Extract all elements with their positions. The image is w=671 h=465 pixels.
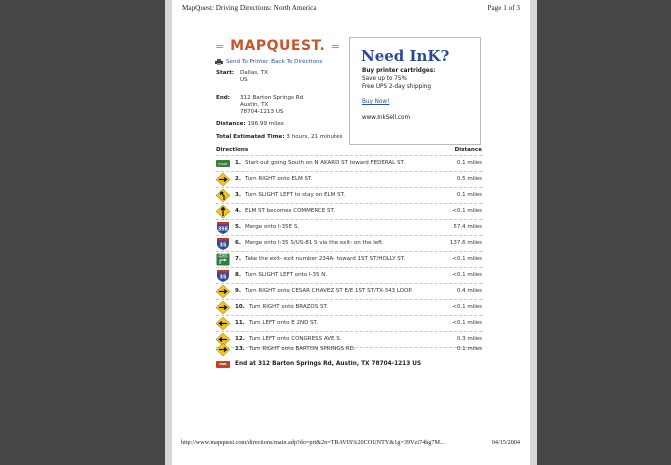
destination-row bbox=[216, 359, 482, 371]
start-label: Start: bbox=[216, 70, 235, 76]
step-text: Turn RIGHT onto BARTON SPRINGS RD. bbox=[249, 346, 356, 352]
mapquest-logo: = MAPQUEST. = bbox=[215, 38, 341, 54]
page-footer-date: 04/15/2004 bbox=[491, 439, 520, 446]
step-text: Take the exit- exit number 234A- toward 1ST ST/HOLLY ST. bbox=[245, 256, 406, 262]
direction-step: 35E 5. Merge onto I-35E S. 57.4 miles bbox=[216, 220, 482, 235]
ink-advertisement bbox=[349, 37, 481, 145]
time-label: Total Estimated Time: bbox=[216, 134, 285, 140]
turn-right-sign-icon bbox=[216, 343, 230, 356]
ad-shipping: Free UPS 2-day shipping bbox=[362, 84, 431, 90]
step-distance: 0.1 miles bbox=[456, 346, 482, 352]
direction-step: 2. Turn RIGHT onto ELM ST. 0.5 miles bbox=[216, 172, 482, 187]
step-text: Turn RIGHT onto CESAR CHAVEZ ST E/E 1ST ST/TX-343 LOOP. bbox=[245, 288, 413, 294]
end-city: Austin, TX bbox=[240, 102, 269, 108]
send-to-printer-link[interactable]: Send To Printer bbox=[226, 59, 269, 65]
start-sign-icon bbox=[216, 157, 230, 170]
step-distance: 0.1 miles bbox=[456, 192, 482, 198]
directions-column-header: Directions bbox=[216, 147, 249, 153]
step-distance: <0.1 miles bbox=[452, 320, 482, 326]
printed-page bbox=[172, 0, 530, 465]
step-distance: 0.1 miles bbox=[456, 160, 482, 166]
step-text: Turn LEFT onto E 2ND ST. bbox=[249, 320, 319, 326]
direction-step: 13. Turn RIGHT onto BARTON SPRINGS RD. 0.1 miles bbox=[216, 342, 482, 357]
buy-now-link[interactable]: Buy Now! bbox=[362, 99, 390, 105]
step-distance: 0.4 miles bbox=[456, 288, 482, 294]
time-value: 3 hours, 21 minutes bbox=[286, 134, 343, 140]
direction-step: 35 8. Turn SLIGHT LEFT onto I-35 N. <0.1 miles bbox=[216, 268, 482, 283]
direction-step: 234A 7. Take the exit- exit number 234A- toward 1ST ST/HOLLY ST. <0.1 miles bbox=[216, 252, 482, 267]
destination-text: End at 312 Barton Springs Rd, Austin, TX 78704-1213 US bbox=[235, 361, 422, 367]
page-number: Page 1 of 3 bbox=[487, 4, 520, 12]
step-text: Turn SLIGHT LEFT onto I-35 N. bbox=[245, 272, 328, 278]
interstate-35-shield-icon bbox=[216, 237, 230, 250]
end-label: End: bbox=[216, 95, 231, 101]
svg-text:234A: 234A bbox=[219, 254, 227, 258]
page-header-title: MapQuest: Driving Directions: North America bbox=[182, 4, 317, 12]
step-distance: 137.6 miles bbox=[449, 240, 482, 246]
end-sign-icon: END bbox=[216, 361, 230, 368]
step-text: ELM ST becomes COMMERCE ST. bbox=[245, 208, 335, 214]
direction-step: 11. Turn LEFT onto E 2ND ST. <0.1 miles bbox=[216, 316, 482, 331]
start-location bbox=[216, 70, 268, 84]
step-text: Merge onto I-35 S/US-81 S via the exit- on the left. bbox=[245, 240, 384, 246]
step-text: Turn RIGHT onto ELM ST. bbox=[245, 176, 313, 182]
ad-savings: Save up to 75% bbox=[362, 76, 407, 82]
interstate-35e-shield-icon bbox=[216, 221, 230, 234]
end-zip: 78704-1213 US bbox=[240, 109, 284, 115]
directions-header bbox=[216, 147, 482, 153]
exit-sign-icon bbox=[216, 253, 230, 266]
step-distance: <0.1 miles bbox=[452, 272, 482, 278]
printer-icon[interactable] bbox=[215, 59, 223, 65]
direction-step: 35 6. Merge onto I-35 S/US-81 S via the exit- on the left. 137.6 miles bbox=[216, 236, 482, 251]
direction-step: 12. Turn LEFT onto CONGRESS AVE S. 0.3 miles bbox=[216, 332, 482, 347]
straight-sign-icon bbox=[216, 205, 230, 218]
turn-right-sign-icon bbox=[216, 173, 230, 186]
step-distance: 0.3 miles bbox=[456, 336, 482, 342]
step-distance: 57.4 miles bbox=[453, 224, 482, 230]
step-text: Merge onto I-35E S. bbox=[245, 224, 300, 230]
step-distance: <0.1 miles bbox=[452, 304, 482, 310]
step-distance: 0.5 miles bbox=[456, 176, 482, 182]
step-text: Turn SLIGHT LEFT to stay on ELM ST. bbox=[245, 192, 346, 198]
step-distance: <0.1 miles bbox=[452, 208, 482, 214]
ad-subtitle: Buy printer cartridges: bbox=[362, 68, 436, 74]
start-country: US bbox=[240, 77, 248, 83]
turn-right-sign-icon bbox=[216, 301, 230, 314]
end-street: 312 Barton Springs Rd bbox=[240, 95, 304, 101]
svg-text:35E: 35E bbox=[217, 226, 229, 233]
svg-text:35: 35 bbox=[219, 242, 227, 249]
total-time bbox=[216, 134, 343, 140]
start-city: Dallas, TX bbox=[240, 70, 268, 76]
distance-label: Distance: bbox=[216, 121, 246, 127]
direction-step: 10. Turn RIGHT onto BRAZOS ST. <0.1 miles bbox=[216, 300, 482, 315]
ad-website: www.InkSell.com bbox=[362, 115, 411, 121]
step-text: Turn RIGHT onto BRAZOS ST. bbox=[249, 304, 328, 310]
slight-left-sign-icon bbox=[216, 189, 230, 202]
direction-step: 9. Turn RIGHT onto CESAR CHAVEZ ST E/E 1ST ST/TX-343 LOOP. 0.4 miles bbox=[216, 284, 482, 299]
logo-dash-right-icon: = bbox=[330, 40, 341, 53]
back-to-directions-link[interactable]: Back To Directions bbox=[271, 59, 323, 65]
step-text: Turn LEFT onto CONGRESS AVE S. bbox=[249, 336, 342, 342]
distance-column-header: Distance bbox=[454, 147, 482, 153]
direction-step: 3. Turn SLIGHT LEFT to stay on ELM ST. 0.1 miles bbox=[216, 188, 482, 203]
direction-step: START 1. Start out going South on N AKARD ST toward FEDERAL ST. 0.1 miles bbox=[216, 156, 482, 171]
distance-value: 196.99 miles bbox=[247, 121, 284, 127]
direction-step: 4. ELM ST becomes COMMERCE ST. <0.1 miles bbox=[216, 204, 482, 219]
step-text: Start out going South on N AKARD ST toward FEDERAL ST. bbox=[245, 160, 405, 166]
svg-text:35: 35 bbox=[219, 274, 227, 281]
ad-title: Need InK? bbox=[361, 47, 450, 65]
svg-text:START: START bbox=[218, 162, 228, 166]
interstate-35-shield-icon bbox=[216, 269, 230, 282]
action-links bbox=[215, 59, 322, 65]
end-location bbox=[216, 95, 303, 116]
total-distance bbox=[216, 121, 284, 127]
turn-left-sign-icon bbox=[216, 317, 230, 330]
page-footer-url: http://www.mapquest.com/directions/main.adp?do=prt&2n=TRAVIS%20COUNTY&1g=39Vzi74hg7M... bbox=[181, 439, 445, 446]
logo-dash-left-icon: = bbox=[215, 40, 225, 53]
step-distance: <0.1 miles bbox=[452, 256, 482, 262]
turn-right-sign-icon bbox=[216, 285, 230, 298]
